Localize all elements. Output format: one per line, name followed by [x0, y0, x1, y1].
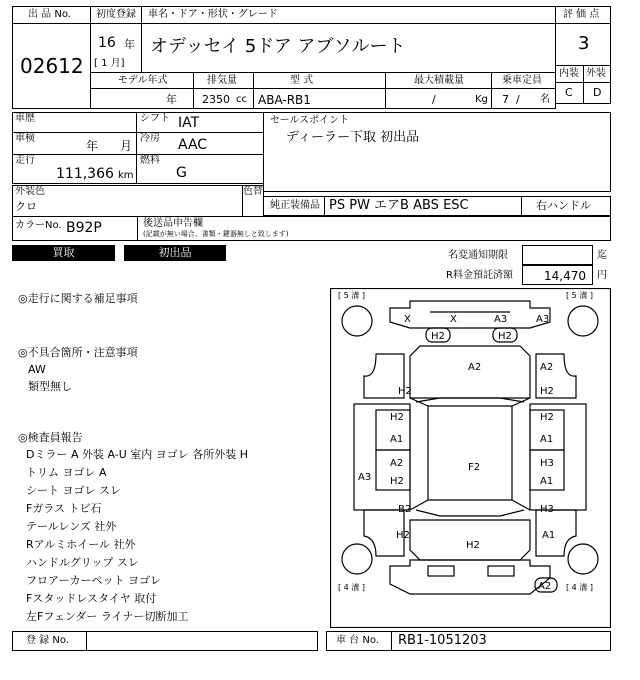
capacity-separator: /: [516, 93, 520, 106]
inspector-line: フロアーカーペット ヨゴレ: [26, 574, 161, 587]
mark-h2: H2: [396, 530, 410, 541]
mark-a1: A1: [390, 434, 404, 445]
name-change-unit: 迄: [597, 250, 607, 261]
interior-label: 内装: [559, 68, 579, 79]
mark-f2: F2: [468, 462, 481, 473]
model-type-label-cell: [253, 72, 386, 89]
score-label: 評 価 点: [563, 9, 600, 20]
shift-value: IAT: [178, 115, 200, 131]
tread-rear-right: [ 4 溝 ]: [566, 583, 593, 592]
inspector-line: Fスタッドレスタイヤ 取付: [26, 592, 157, 605]
displacement-label: 排気量: [207, 75, 237, 86]
mark-a3: A3: [494, 314, 508, 325]
first-reg-month: [ 1 月]: [94, 58, 125, 69]
recycle-unit: 円: [597, 270, 607, 281]
driving-notes-label: ◎走行に関する補足事項: [18, 292, 138, 305]
tread-rear-left: [ 4 溝 ]: [338, 583, 365, 592]
steering-value: 右ハンドル: [536, 199, 591, 212]
model-code: ABA-RB1: [258, 93, 311, 107]
mark-h2: H2: [540, 386, 554, 397]
mark-h3: H3: [540, 504, 554, 515]
buy-badge: 買取: [12, 245, 115, 261]
mark-a2: A2: [468, 362, 482, 373]
inspector-line: Fガラス トビ石: [26, 502, 102, 515]
inspector-line: テールレンズ 社外: [26, 520, 117, 533]
mark-a2: A2: [540, 362, 554, 373]
capacity-label: 乗車定員: [502, 75, 542, 86]
inspector-label: ◎検査員報告: [18, 431, 83, 444]
mark-h2: H2: [431, 331, 445, 342]
ext-color-value: クロ: [15, 200, 37, 213]
first-reg-year-unit: 年: [124, 38, 135, 51]
chassis-label: 車 台 No.: [336, 635, 379, 646]
mark-h2: H2: [390, 412, 404, 423]
reg-no-label: 登 録 No.: [26, 635, 69, 646]
first-reg-year: 16: [98, 35, 116, 51]
tread-front-left: [ 5 溝 ]: [338, 291, 365, 300]
shift-label: シフト: [140, 113, 170, 124]
inspector-line: トリム ヨゴレ A: [26, 466, 107, 479]
fuel-value: G: [176, 165, 187, 181]
mark-a3: A3: [358, 472, 372, 483]
inspector-line: Rアルミホイール 社外: [26, 538, 136, 551]
lot-number: 02612: [20, 54, 84, 78]
capacity-value: 7: [502, 93, 509, 106]
mileage-unit: km: [118, 170, 134, 181]
lot-label: 出 品 No.: [28, 9, 71, 20]
ext-color-cell: [12, 185, 243, 217]
mileage-value: 111,366: [56, 166, 114, 182]
defects-line: AW: [28, 363, 46, 376]
recolor-label: 色替: [243, 186, 263, 197]
color-no-label: カラーNo.: [15, 220, 62, 231]
inspection-month-unit: 月: [120, 139, 133, 153]
displacement-value: 2350: [202, 93, 230, 106]
exterior-grade: D: [593, 86, 602, 99]
defects-line: 類型無し: [28, 380, 72, 393]
model-year-cell: [90, 88, 194, 109]
model-year-unit: 年: [166, 93, 177, 106]
inspector-line: Dミラー A 外装 A-U 室内 ヨゴレ 各所外装 H: [26, 448, 249, 461]
sales-point-label: セールスポイント: [270, 115, 350, 126]
fuel-label: 燃料: [140, 155, 160, 166]
mark-a2: A2: [538, 581, 552, 592]
exterior-label: 外装: [586, 68, 606, 79]
color-no-value: B92P: [66, 220, 102, 236]
displacement-unit: cc: [236, 94, 247, 105]
ac-label: 冷房: [140, 133, 160, 144]
mark-h2: H2: [466, 540, 480, 551]
mark-h2: H2: [498, 331, 512, 342]
ac-value: AAC: [178, 137, 208, 153]
history-label: 車歴: [15, 113, 35, 124]
inspection-year-unit: 年: [86, 139, 99, 153]
wheel-front-left-icon: [342, 306, 372, 336]
first-listing-badge: 初出品: [124, 245, 226, 261]
recycle-amount: 14,470: [544, 269, 586, 283]
max-load-separator: /: [432, 93, 436, 106]
options-value: PS PW エアB ABS ESC: [329, 198, 469, 213]
mark-b2: B2: [398, 504, 412, 515]
defects-label: ◎不具合箇所・注意事項: [18, 346, 138, 359]
inspector-line: シート ヨゴレ スレ: [26, 484, 121, 497]
chassis-number: RB1-1051203: [398, 633, 487, 648]
car-name-label: 車名・ドア・形状・グレード: [148, 9, 278, 20]
later-report-label: 後送品申告欄: [143, 218, 203, 229]
max-load-unit: Kg: [475, 94, 488, 105]
model-type-label: 型 式: [290, 75, 314, 86]
model-year-label: モデル年式: [118, 75, 168, 86]
mark-x: X: [404, 314, 411, 325]
ext-color-label: 外装色: [15, 186, 45, 197]
mark-a1: A1: [540, 434, 554, 445]
mark-a3: A3: [536, 314, 550, 325]
wheel-rear-left-icon: [342, 544, 372, 574]
sales-point-text: ディーラー下取 初出品: [286, 130, 420, 145]
inspector-line: ハンドルグリップ スレ: [26, 556, 139, 569]
recycle-label: R料金預託済額: [446, 270, 513, 281]
wheel-rear-right-icon: [568, 544, 598, 574]
options-label: 純正装備品: [270, 200, 320, 211]
wheel-front-right-icon: [568, 306, 598, 336]
max-load-label: 最大積載量: [414, 75, 464, 86]
mark-a1: A1: [540, 476, 554, 487]
car-damage-diagram: [330, 288, 611, 628]
mark-a2: A2: [390, 458, 404, 469]
score-value: 3: [578, 33, 590, 54]
mark-h2: H2: [540, 412, 554, 423]
mark-a1: A1: [542, 530, 556, 541]
mark-x: X: [450, 314, 457, 325]
reg-no-cell: [86, 631, 318, 651]
name-change-box: [522, 245, 593, 265]
name-change-label: 名変通知期限: [448, 250, 508, 261]
capacity-unit: 名: [540, 94, 550, 105]
mark-h3: H3: [540, 458, 554, 469]
tread-front-right: [ 5 溝 ]: [566, 291, 593, 300]
first-reg-label: 初度登録: [96, 9, 136, 20]
mileage-label: 走行: [15, 155, 35, 166]
car-name: オデッセイ 5ドア アブソルート: [150, 36, 406, 57]
inspection-label: 車検: [15, 133, 35, 144]
interior-grade: C: [565, 86, 573, 99]
inspector-line: 左Fフェンダー ライナー切断加工: [26, 610, 189, 623]
later-report-note: (記載が無い場合、書類・鍵器無しと致します): [143, 230, 289, 238]
mark-h2: H2: [390, 476, 404, 487]
mark-h2: H2: [398, 386, 412, 397]
